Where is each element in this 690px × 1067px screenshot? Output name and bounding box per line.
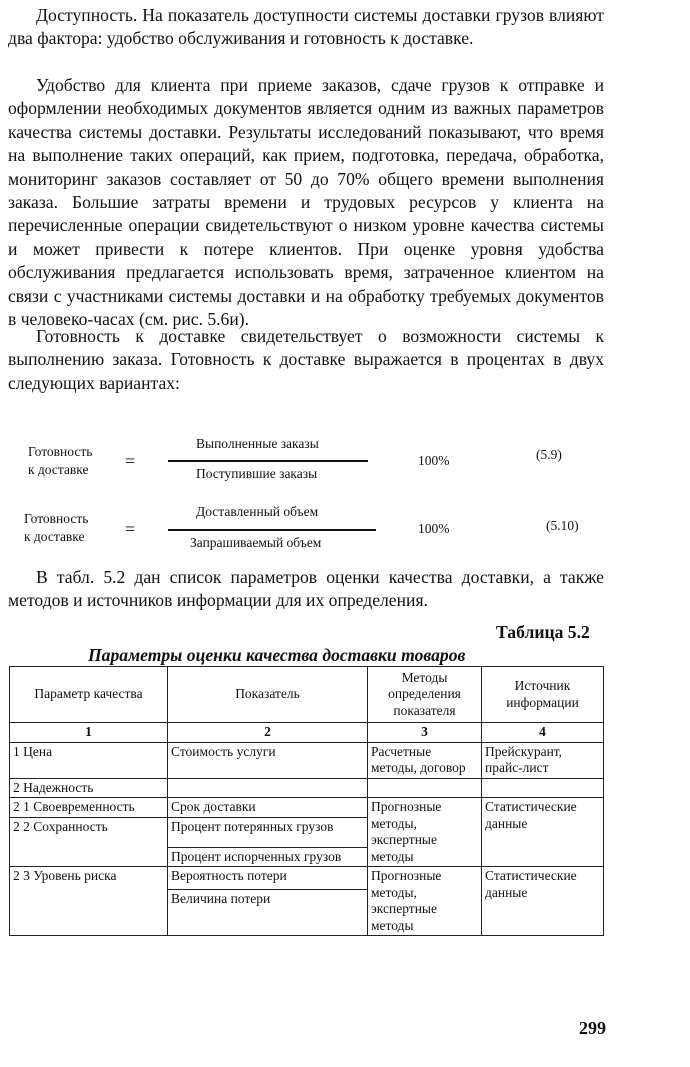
column-number: 4: [482, 723, 604, 743]
source-cell: Статистические данные: [482, 798, 604, 867]
formula-lhs-line1: Готовность: [24, 511, 89, 526]
formula-number: (5.10): [546, 518, 579, 533]
method-cell: Прогнозные методы, экспертные методы: [368, 798, 482, 867]
fraction-bar: [168, 529, 376, 531]
column-number: 1: [10, 723, 168, 743]
formula-denominator: Поступившие заказы: [196, 466, 318, 481]
formula-factor: 100%: [418, 521, 450, 536]
column-number: 3: [368, 723, 482, 743]
formula-denominator: Запрашиваемый объем: [190, 535, 322, 550]
indicator-cell: Стоимость услуги: [168, 742, 368, 778]
table-row: [10, 867, 604, 890]
table-header-row: [10, 667, 604, 723]
empty-cell: [368, 778, 482, 798]
column-number: 2: [168, 723, 368, 743]
indicator-cell: Процент потерянных грузов: [168, 817, 368, 847]
param-cell: 2 3 Уровень риска: [10, 867, 168, 936]
source-cell: Прейскурант, прайс-лист: [482, 742, 604, 778]
empty-cell: [482, 778, 604, 798]
paragraph-table-intro: В табл. 5.2 дан список параметров оценки качества доставки, а также методов и источников информации для их определения.: [8, 567, 604, 611]
empty-cell: [168, 778, 368, 798]
param-cell: 2 1 Своевременность: [10, 798, 168, 818]
table-row: [10, 742, 604, 778]
header-cell: Параметр качества: [10, 667, 168, 723]
page-number: 299: [579, 1018, 606, 1038]
paragraph-convenience: Удобство для клиента при приеме заказов, сдаче грузов к отправке и оформлении необходимых документов является одним из важных параметров качества системы доставки. Результаты исследований показывают, что время на выполнение таких операций, как прием, подготовка, передача, обработка, мониторинг заказов составляет от 50 до 70% общего времени выполнения заказа. Большие затраты времени и трудовых ресурсов у клиента на перечисленные операции свидетельствуют о низком уровне качества системы и может привести к потере клиентов. При оценке уровня удобства обслуживания предлагается использовать время, затраченное клиентом на связи с участниками системы доставки и на обработку требуемых документов в человеко-часах (см. рис. 5.6и).: [8, 75, 604, 330]
formula-numerator: Выполненные заказы: [196, 436, 319, 451]
table-caption: Таблица 5.2: [496, 622, 590, 642]
param-cell: 2 Надежность: [10, 778, 168, 798]
param-cell: 2 2 Сохранность: [10, 817, 168, 867]
header-cell: Показатель: [168, 667, 368, 723]
paragraph-readiness: Готовность к доставке свидетельствует о возможности системы к выполнению заказа. Готовность к доставке выражается в процентах в двух следующих вариантах:: [8, 326, 604, 393]
fraction-bar: [168, 460, 368, 462]
table-row: [10, 778, 604, 798]
paragraph-availability: Доступность. На показатель доступности системы доставки грузов влияют два фактора: удобство обслуживания и готовность к доставке.: [8, 5, 604, 49]
indicator-cell: Срок доставки: [168, 798, 368, 818]
indicator-cell: Величина потери: [168, 890, 368, 936]
formula-number: (5.9): [536, 447, 562, 462]
method-cell: Расчетные методы, договор: [368, 742, 482, 778]
formula-numerator: Доставленный объем: [196, 504, 319, 519]
table-title: Параметры оценки качества доставки товаров: [88, 645, 466, 665]
formula-factor: 100%: [418, 453, 450, 468]
formula-equals: =: [125, 451, 136, 471]
source-cell: Статистические данные: [482, 867, 604, 936]
header-cell: Источник информации: [482, 667, 604, 723]
formula-lhs-line2: к доставке: [24, 529, 85, 544]
header-cell: Методы определения показателя: [368, 667, 482, 723]
table-row: [10, 798, 604, 818]
indicator-cell: Вероятность потери: [168, 867, 368, 890]
formula-lhs-line2: к доставке: [28, 462, 89, 477]
formula-lhs-line1: Готовность: [28, 444, 93, 459]
column-number-row: [10, 723, 604, 743]
param-cell: 1 Цена: [10, 742, 168, 778]
indicator-cell: Процент испорченных грузов: [168, 847, 368, 867]
quality-parameters-table: [9, 666, 604, 936]
method-cell: Прогнозные методы, экспертные методы: [368, 867, 482, 936]
formula-equals: =: [125, 519, 136, 539]
